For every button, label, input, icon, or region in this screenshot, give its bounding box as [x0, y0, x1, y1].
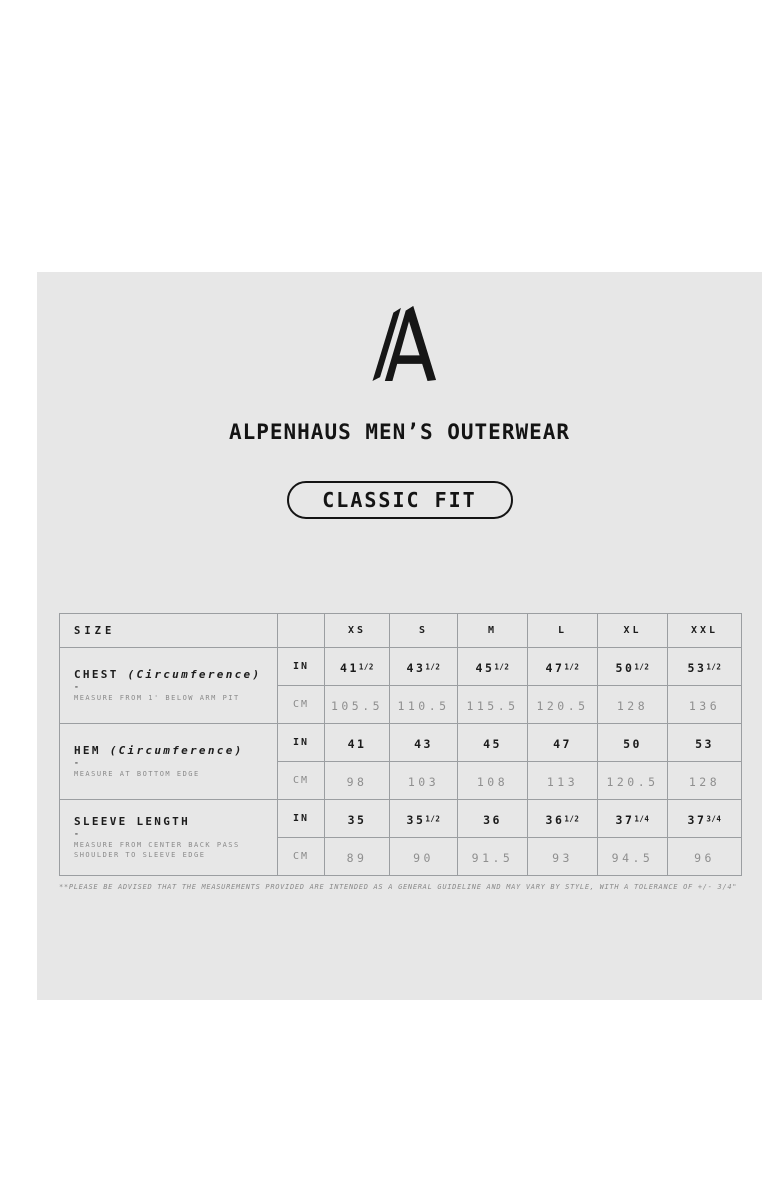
measurement-note-line: MEASURE AT BOTTOM EDGE: [74, 769, 200, 778]
unit-header-blank: [278, 614, 325, 648]
measurement-value: [598, 686, 668, 724]
measurement-value: [598, 648, 668, 686]
value-fraction: 1/2: [425, 662, 441, 672]
unit-label: IN: [278, 648, 325, 686]
alpenhaus-logo-icon: [363, 304, 437, 386]
measurement-qualifier: (Circumference): [127, 668, 262, 682]
value-whole: 96: [694, 851, 715, 865]
size-column-header: M: [458, 614, 528, 648]
value-fraction: 1/2: [634, 662, 650, 672]
measurement-value: [390, 686, 458, 724]
measurement-value: [528, 724, 598, 762]
value-whole: 120.5: [606, 775, 659, 789]
brand-title: ALPENHAUS MEN’S OUTERWEAR: [228, 420, 571, 444]
size-column-header: XXL: [668, 614, 742, 648]
size-corner-header: SIZE: [60, 614, 278, 648]
value-whole: 45: [475, 661, 495, 675]
value-fraction: 1/4: [634, 814, 650, 824]
measurement-value: [668, 762, 742, 800]
measurement-note-line: MEASURE FROM CENTER BACK PASS: [74, 840, 240, 849]
value-whole: 113: [546, 775, 579, 789]
measurement-value: [598, 762, 668, 800]
value-whole: 115.5: [466, 699, 519, 713]
value-whole: 110.5: [397, 699, 450, 713]
measurement-value: [325, 724, 390, 762]
measurement-value: [528, 800, 598, 838]
fit-badge: [287, 481, 513, 519]
value-whole: 41: [347, 737, 367, 751]
value-whole: 45: [483, 737, 502, 751]
measurement-value: [528, 648, 598, 686]
value-whole: 91.5: [471, 851, 514, 865]
unit-label: IN: [278, 800, 325, 838]
size-guide-card: [37, 272, 762, 1000]
value-whole: 93: [552, 851, 573, 865]
value-whole: 53: [687, 661, 707, 675]
size-column-header: XS: [325, 614, 390, 648]
value-whole: 98: [346, 775, 368, 789]
size-column-header: S: [390, 614, 458, 648]
measurement-value: [668, 686, 742, 724]
value-whole: 35: [347, 813, 367, 827]
size-column-header: L: [528, 614, 598, 648]
size-chart: [59, 613, 741, 891]
value-whole: 37: [615, 813, 635, 827]
value-whole: 43: [414, 737, 433, 751]
value-whole: 90: [413, 851, 434, 865]
value-fraction: 1/2: [706, 662, 722, 672]
value-whole: 128: [688, 775, 721, 789]
measurement-value: [528, 838, 598, 876]
measurement-qualifier: (Circumference): [109, 744, 244, 758]
value-whole: 47: [553, 737, 572, 751]
measurement-dash: -: [74, 682, 80, 692]
fit-badge-label: CLASSIC FIT: [322, 488, 477, 512]
measurement-value: [325, 800, 390, 838]
measurement-note-line: MEASURE FROM 1' BELOW ARM PIT: [74, 693, 240, 702]
measurement-value: [390, 648, 458, 686]
measurement-value: [528, 686, 598, 724]
measurement-value: [390, 762, 458, 800]
value-whole: 128: [616, 699, 649, 713]
measurement-value: [458, 648, 528, 686]
measurement-value: [458, 838, 528, 876]
value-whole: 43: [406, 661, 426, 675]
size-chart-row: [60, 800, 742, 838]
value-whole: 94.5: [611, 851, 654, 865]
value-whole: 36: [545, 813, 565, 827]
value-fraction: 3/4: [706, 814, 722, 824]
measurement-note: [74, 769, 277, 779]
measurement-label: [60, 648, 278, 724]
unit-label: CM: [278, 838, 325, 876]
measurement-value: [325, 838, 390, 876]
measurement-label: [60, 724, 278, 800]
measurement-value: [458, 762, 528, 800]
measurement-dash: -: [74, 758, 80, 768]
measurement-value: [325, 648, 390, 686]
value-whole: 37: [687, 813, 707, 827]
value-whole: 120.5: [536, 699, 589, 713]
value-fraction: 1/2: [564, 814, 580, 824]
measurement-name: SLEEVE LENGTH: [74, 814, 190, 828]
tolerance-footnote: **PLEASE BE ADVISED THAT THE MEASUREMENTS PROVIDED ARE INTENDED AS A GENERAL GUIDELINE AND MAY VARY BY STYLE, WITH A TOLERANCE OF +/- 3/4": [59, 883, 738, 891]
value-fraction: 1/2: [494, 662, 510, 672]
value-whole: 103: [407, 775, 440, 789]
measurement-value: [390, 800, 458, 838]
size-chart-row: [60, 724, 742, 762]
value-whole: 108: [476, 775, 509, 789]
measurement-value: [458, 800, 528, 838]
value-fraction: 1/2: [425, 814, 441, 824]
value-whole: 50: [623, 737, 642, 751]
value-whole: 50: [615, 661, 635, 675]
value-whole: 47: [545, 661, 565, 675]
value-fraction: 1/2: [358, 662, 374, 672]
measurement-value: [668, 800, 742, 838]
measurement-note: [74, 693, 277, 703]
value-whole: 89: [346, 851, 368, 865]
measurement-value: [598, 724, 668, 762]
size-chart-table: [59, 613, 742, 876]
value-fraction: 1/2: [564, 662, 580, 672]
value-whole: 105.5: [330, 699, 384, 713]
measurement-note: [74, 840, 277, 860]
measurement-dash: -: [74, 828, 80, 838]
measurement-value: [325, 686, 390, 724]
size-chart-header-row: [60, 614, 742, 648]
unit-label: IN: [278, 724, 325, 762]
unit-label: CM: [278, 762, 325, 800]
measurement-name: CHEST (Circumference): [74, 668, 262, 682]
measurement-label: [60, 800, 278, 876]
value-whole: 41: [340, 661, 359, 675]
measurement-value: [458, 724, 528, 762]
size-column-header: XL: [598, 614, 668, 648]
size-chart-row: [60, 648, 742, 686]
value-whole: 36: [483, 813, 502, 827]
measurement-note-line: SHOULDER TO SLEEVE EDGE: [74, 850, 206, 859]
measurement-value: [598, 800, 668, 838]
measurement-value: [390, 724, 458, 762]
measurement-value: [598, 838, 668, 876]
unit-label: CM: [278, 686, 325, 724]
measurement-value: [458, 686, 528, 724]
value-whole: 35: [406, 813, 426, 827]
measurement-value: [390, 838, 458, 876]
measurement-value: [528, 762, 598, 800]
measurement-name: HEM (Circumference): [74, 744, 244, 758]
value-whole: 136: [688, 699, 721, 713]
measurement-value: [325, 762, 390, 800]
measurement-value: [668, 724, 742, 762]
measurement-value: [668, 648, 742, 686]
measurement-value: [668, 838, 742, 876]
value-whole: 53: [695, 737, 714, 751]
